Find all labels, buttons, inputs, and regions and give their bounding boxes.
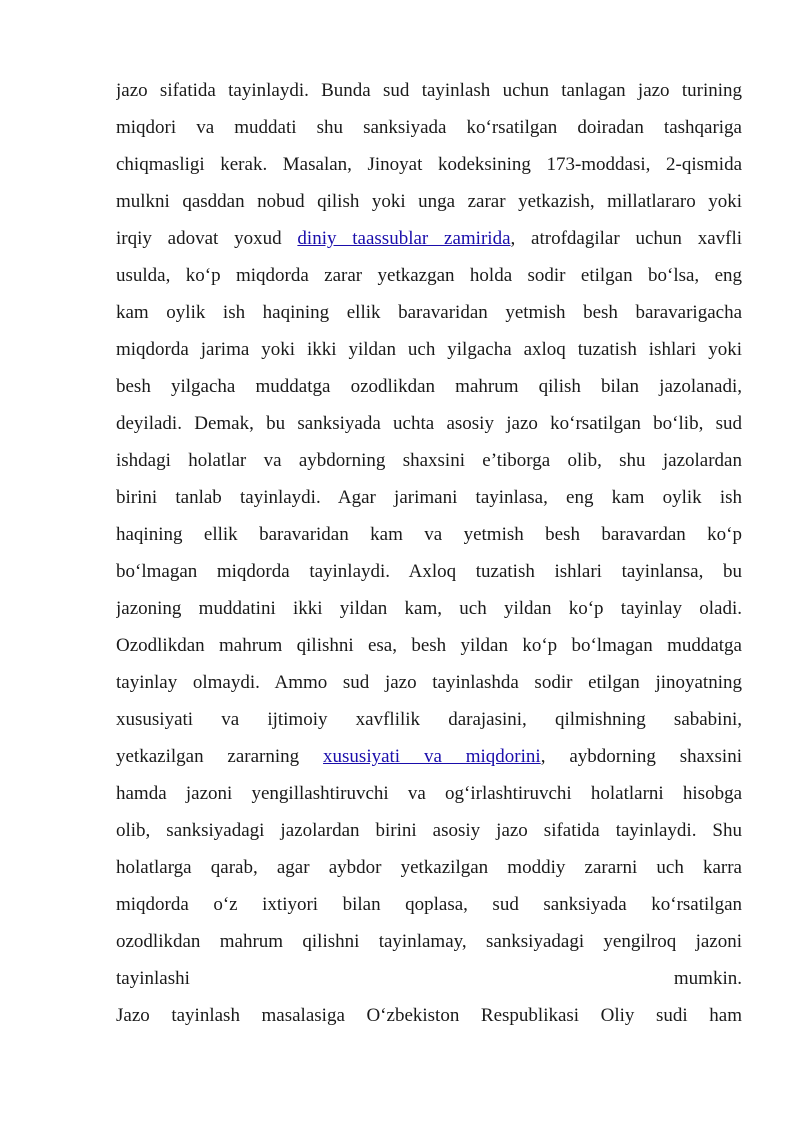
- text-line: miqdorda jarima yoki ikki yildan uch yilgacha axloq tuzatish ishlari yoki: [116, 339, 742, 360]
- text-line: mulkni qasddan nobud qilish yoki unga zarar yetkazish, millatlararo yoki: [116, 191, 742, 212]
- text-line: miqdorda o‘z ixtiyori bilan qoplasa, sud sanksiyada ko‘rsatilgan: [116, 894, 742, 915]
- text-line: bo‘lmagan miqdorda tayinlaydi. Axloq tuzatish ishlari tayinlansa, bu: [116, 561, 742, 582]
- link-diniy-taassublar[interactable]: diniy taassublar zamirida: [297, 228, 511, 249]
- document-page: [116, 72, 742, 1034]
- text-line: besh yilgacha muddatga ozodlikdan mahrum qilish bilan jazolanadi,: [116, 376, 742, 397]
- text-line: Ozodlikdan mahrum qilishni esa, besh yildan ko‘p bo‘lmagan muddatga: [116, 635, 742, 656]
- text-line: miqdori va muddati shu sanksiyada ko‘rsatilgan doiradan tashqariga: [116, 117, 742, 138]
- text-line: birini tanlab tayinlaydi. Agar jarimani tayinlasa, eng kam oylik ish: [116, 487, 742, 508]
- text-line: Jazo tayinlash masalasiga O‘zbekiston Respublikasi Oliy sudi ham: [116, 1005, 742, 1026]
- text-line: chiqmasligi kerak. Masalan, Jinoyat kodeksining 173-moddasi, 2-qismida: [116, 154, 742, 175]
- text-line: ozodlikdan mahrum qilishni tayinlamay, sanksiyadagi yengilroq jazoni: [116, 931, 742, 952]
- text-line: tayinlay olmaydi. Ammo sud jazo tayinlashda sodir etilgan jinoyatning: [116, 672, 742, 693]
- text-line: xususiyati va ijtimoiy xavflilik darajasini, qilmishning sababini,: [116, 709, 742, 730]
- text-line: usulda, ko‘p miqdorda zarar yetkazgan holda sodir etilgan bo‘lsa, eng: [116, 265, 742, 286]
- text-line: irqiy adovat yoxud diniy taassublar zamirida, atrofdagilar uchun xavfli: [116, 228, 742, 249]
- text-line: jazo sifatida tayinlaydi. Bunda sud tayinlash uchun tanlagan jazo turining: [116, 80, 742, 101]
- text-line: yetkazilgan zararning xususiyati va miqdorini, aybdorning shaxsini: [116, 746, 742, 767]
- text-line: hamda jazoni yengillashtiruvchi va og‘irlashtiruvchi holatlarni hisobga: [116, 783, 742, 804]
- link-xususiyati-va-miqdorini[interactable]: xususiyati va miqdorini: [323, 746, 541, 767]
- text-line: olib, sanksiyadagi jazolardan birini asosiy jazo sifatida tayinlaydi. Shu: [116, 820, 742, 841]
- text-line: deyiladi. Demak, bu sanksiyada uchta asosiy jazo ko‘rsatilgan bo‘lib, sud: [116, 413, 742, 434]
- text-line: haqining ellik baravaridan kam va yetmish besh baravardan ko‘p: [116, 524, 742, 545]
- text-line: ishdagi holatlar va aybdorning shaxsini e’tiborga olib, shu jazolardan: [116, 450, 742, 471]
- text-line: kam oylik ish haqining ellik baravaridan yetmish besh baravarigacha: [116, 302, 742, 323]
- text-line: jazoning muddatini ikki yildan kam, uch yildan ko‘p tayinlay oladi.: [116, 598, 742, 619]
- text-line: tayinlashi mumkin.: [116, 968, 742, 989]
- text-line: holatlarga qarab, agar aybdor yetkazilgan moddiy zararni uch karra: [116, 857, 742, 878]
